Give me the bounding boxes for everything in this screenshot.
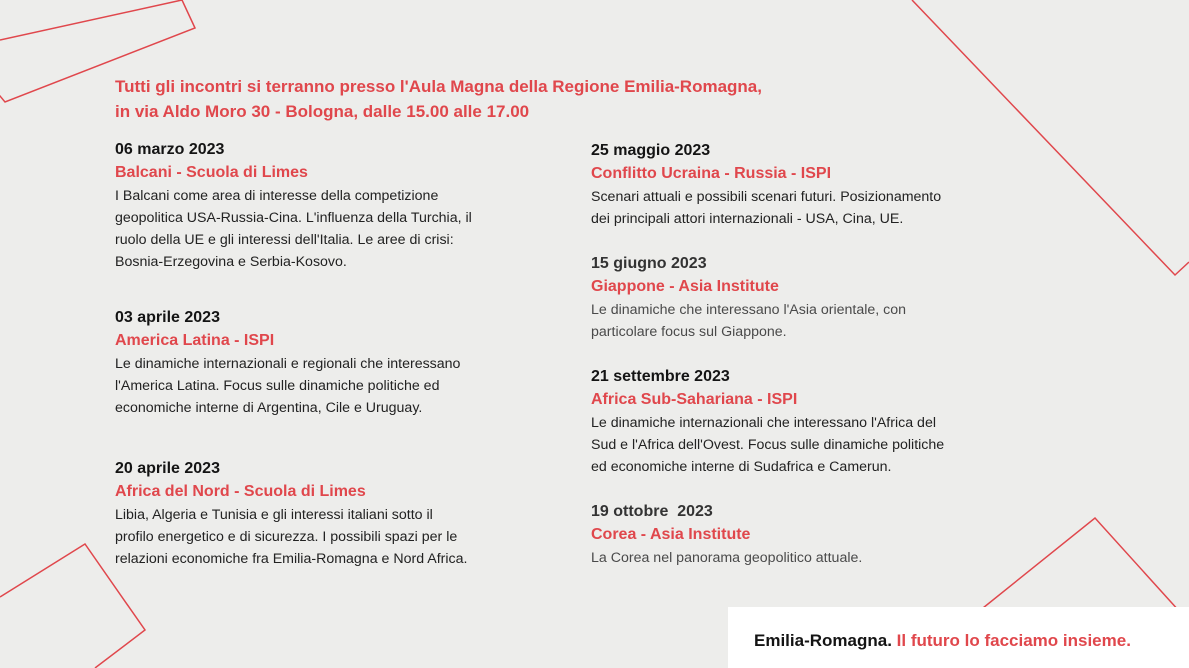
event-title: Corea - Asia Institute xyxy=(591,526,751,543)
footer-brand: Emilia-Romagna. xyxy=(754,631,892,650)
event-description xyxy=(115,353,525,419)
event-date: 15 giugno 2023 xyxy=(591,255,707,272)
desc-line: Le dinamiche internazionali che interessano l'Africa del xyxy=(591,415,936,431)
desc-line: La Corea nel panorama geopolitico attuale. xyxy=(591,550,863,566)
event-title: Africa del Nord - Scuola di Limes xyxy=(115,483,366,500)
footer-tagline: Il futuro lo facciamo insieme. xyxy=(896,631,1131,650)
event-america-latina xyxy=(115,307,525,419)
event-description xyxy=(115,185,525,273)
event-date: 03 aprile 2023 xyxy=(115,309,220,326)
desc-line: I Balcani come area di interesse della competizione xyxy=(115,188,439,204)
desc-line: dei principali attori internazionali - USA, Cina, UE. xyxy=(591,211,904,227)
desc-line: Le dinamiche che interessano l'Asia orientale, con xyxy=(591,302,907,318)
event-description xyxy=(115,504,525,570)
event-description xyxy=(591,186,1001,230)
frame-bottom-right xyxy=(978,518,1180,612)
event-description xyxy=(591,299,1001,343)
desc-line: ed economiche interne di Sudafrica e Camerun. xyxy=(591,459,892,475)
event-date: 25 maggio 2023 xyxy=(591,142,711,159)
event-title: Balcani - Scuola di Limes xyxy=(115,164,308,181)
frame-top-right xyxy=(912,0,1189,275)
event-date: 21 settembre 2023 xyxy=(591,368,730,385)
event-balcani xyxy=(115,139,525,273)
event-corea xyxy=(591,501,1001,569)
footer-slogan xyxy=(754,631,1131,651)
intro-line-1: Tutti gli incontri si terranno presso l'Aula Magna della Regione Emilia-Romagna, xyxy=(115,77,762,96)
event-date: 06 marzo 2023 xyxy=(115,141,225,158)
desc-line: Le dinamiche internazionali e regionali che interessano xyxy=(115,356,461,372)
desc-line: l'America Latina. Focus sulle dinamiche politiche ed xyxy=(115,378,440,394)
event-giappone xyxy=(591,253,1001,343)
desc-line: relazioni economiche fra Emilia-Romagna e Nord Africa. xyxy=(115,551,468,567)
desc-line: Libia, Algeria e Tunisia e gli interessi italiani sotto il xyxy=(115,507,433,523)
event-date: 19 ottobre 2023 xyxy=(591,503,713,520)
event-ucraina-russia xyxy=(591,140,1001,230)
desc-line: profilo energetico e di sicurezza. I possibili spazi per le xyxy=(115,529,458,545)
venue-intro xyxy=(115,74,835,124)
desc-line: economiche interne di Argentina, Cile e Uruguay. xyxy=(115,400,423,416)
event-title: Giappone - Asia Institute xyxy=(591,278,779,295)
event-date: 20 aprile 2023 xyxy=(115,460,220,477)
event-africa-nord xyxy=(115,458,525,570)
intro-line-2: in via Aldo Moro 30 - Bologna, dalle 15.00 alle 17.00 xyxy=(115,102,530,121)
desc-line: Sud e l'Africa dell'Ovest. Focus sulle dinamiche politiche xyxy=(591,437,945,453)
event-description xyxy=(591,412,1001,478)
desc-line: ruolo della UE e gli interessi dell'Italia. Le aree di crisi: xyxy=(115,232,454,248)
event-title: Africa Sub-Sahariana - ISPI xyxy=(591,391,798,408)
event-africa-sub-sahariana xyxy=(591,366,1001,478)
desc-line: geopolitica USA-Russia-Cina. L'influenza della Turchia, il xyxy=(115,210,472,226)
event-title: America Latina - ISPI xyxy=(115,332,275,349)
desc-line: Bosnia-Erzegovina e Serbia-Kosovo. xyxy=(115,254,347,270)
desc-line: Scenari attuali e possibili scenari futuri. Posizionamento xyxy=(591,189,942,205)
event-description xyxy=(591,547,1001,569)
desc-line: particolare focus sul Giappone. xyxy=(591,324,787,340)
event-title: Conflitto Ucraina - Russia - ISPI xyxy=(591,165,832,182)
